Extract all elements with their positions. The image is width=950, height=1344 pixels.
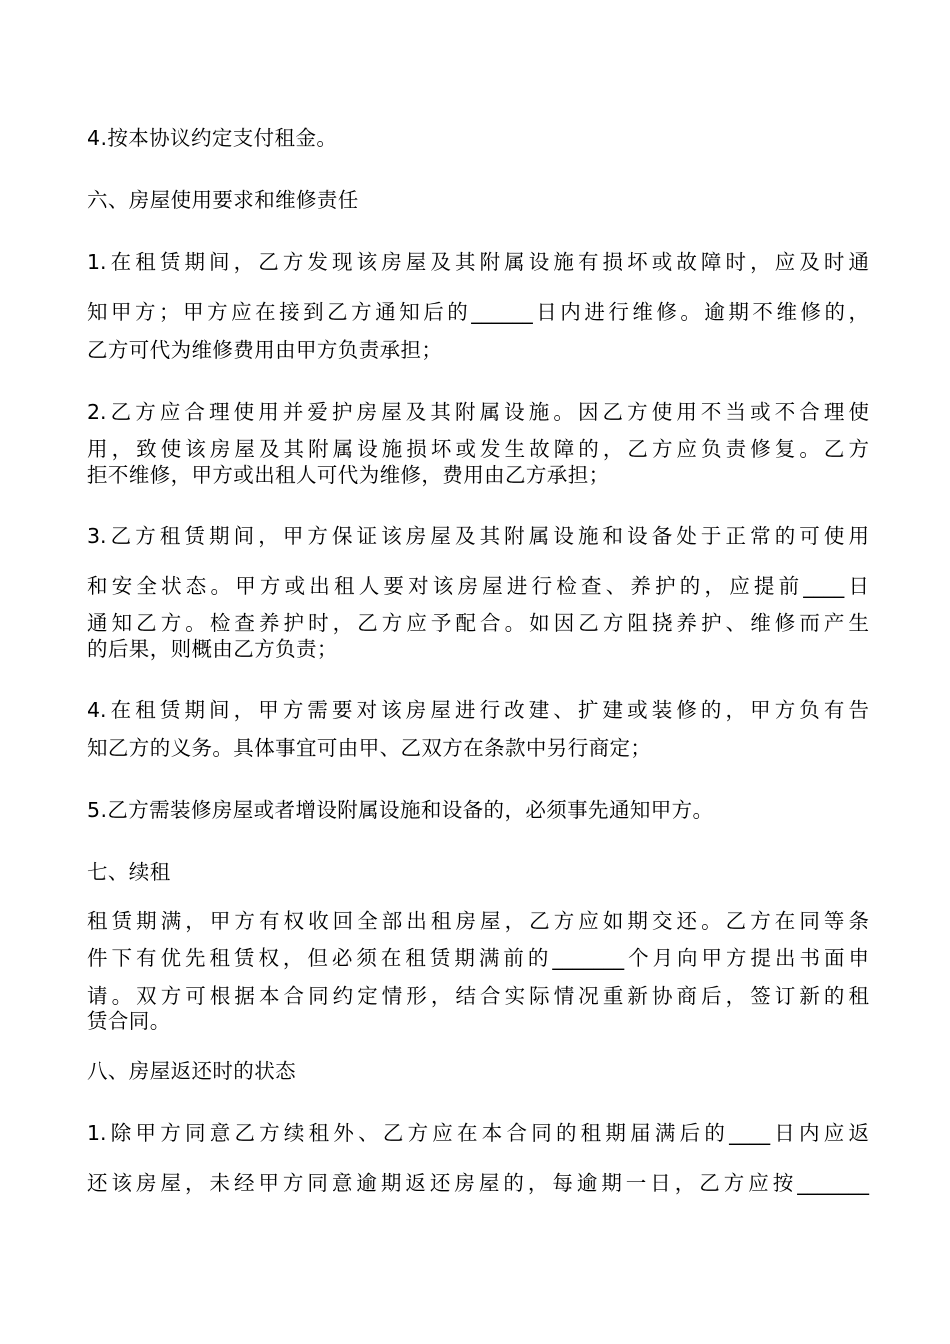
- text-line: 2.乙方应合理使用并爱护房屋及其附属设施。因乙方使用不当或不合理使: [87, 400, 869, 424]
- text-line: 件下有优先租赁权，但必须在租赁期满前的_______个月向甲方提出书面申: [87, 946, 869, 970]
- text-line: 3.乙方租赁期间，甲方保证该房屋及其附属设施和设备处于正常的可使用: [87, 524, 869, 548]
- text-line: 1.在租赁期间，乙方发现该房屋及其附属设施有损坏或故障时，应及时通: [87, 250, 869, 274]
- text-line: 4.按本协议约定支付租金。: [87, 126, 338, 150]
- text-line: 和安全状态。甲方或出租人要对该房屋进行检查、养护的，应提前____日: [87, 574, 869, 598]
- text-line: 拒不维修，甲方或出租人可代为维修，费用由乙方承担；: [87, 463, 610, 487]
- text-line: 租赁期满，甲方有权收回全部出租房屋，乙方应如期交还。乙方在同等条: [87, 909, 869, 933]
- section-heading: 七、续租: [87, 860, 171, 884]
- text-line: 赁合同。: [87, 1009, 171, 1033]
- text-line: 4.在租赁期间，甲方需要对该房屋进行改建、扩建或装修的，甲方负有告: [87, 698, 869, 722]
- text-line: 知甲方；甲方应在接到乙方通知后的______日内进行维修。逾期不维修的，: [87, 300, 869, 324]
- text-line: 知乙方的义务。具体事宜可由甲、乙双方在条款中另行商定；: [87, 736, 652, 760]
- text-line: 请。双方可根据本合同约定情形，结合实际情况重新协商后，签订新的租: [87, 984, 869, 1008]
- section-heading: 六、房屋使用要求和维修责任: [87, 188, 359, 212]
- text-line: 1.除甲方同意乙方续租外、乙方应在本合同的租期届满后的____日内应返: [87, 1121, 869, 1145]
- text-line: 5.乙方需装修房屋或者增设附属设施和设备的，必须事先通知甲方。: [87, 798, 714, 822]
- section-heading: 八、房屋返还时的状态: [87, 1059, 296, 1083]
- text-line: 乙方可代为维修费用由甲方负责承担；: [87, 338, 443, 362]
- text-line: 的后果，则概由乙方负责；: [87, 637, 338, 661]
- text-line: 通知乙方。检查养护时，乙方应予配合。如因乙方阻挠养护、维修而产生: [87, 611, 869, 635]
- text-line: 用，致使该房屋及其附属设施损坏或发生故障的，乙方应负责修复。乙方: [87, 437, 869, 461]
- text-line: 还该房屋，未经甲方同意逾期返还房屋的，每逾期一日，乙方应按_______: [87, 1171, 869, 1195]
